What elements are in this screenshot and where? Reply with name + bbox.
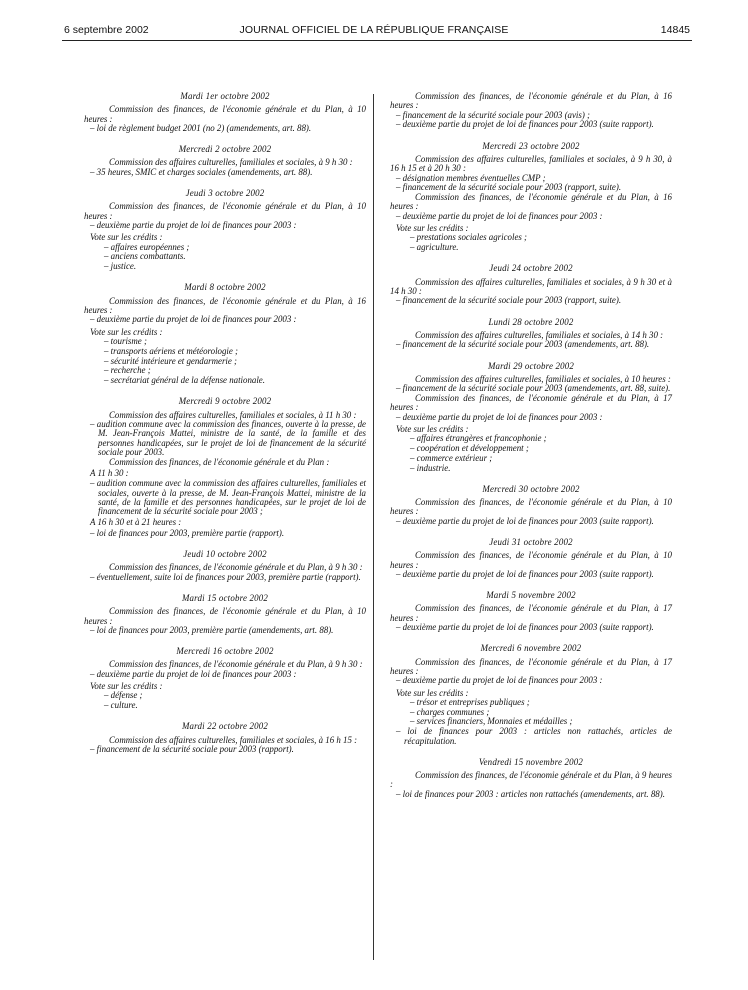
credit-item: – recherche ; [104, 365, 151, 376]
commission-line: Commission des affaires culturelles, familiales et sociales, à 14 h 30 : [415, 329, 664, 340]
credit-item: – culture. [104, 700, 138, 711]
day-heading: Mercredi 30 octobre 2002 [482, 483, 580, 494]
agenda-item: – deuxième partie du projet de loi de finances pour 2003 (suite rapport). [396, 622, 654, 633]
credit-item: – services financiers, Monnaies et médailles ; [410, 716, 573, 727]
header-rule [62, 40, 692, 41]
agenda-day [390, 142, 672, 253]
page-header [54, 22, 694, 38]
agenda-item: – 35 heures, SMIC et charges sociales (amendements, art. 88). [90, 166, 313, 177]
agenda-day [390, 264, 672, 305]
agenda-item: – loi de finances pour 2003, première partie (amendements, art. 88). [90, 624, 334, 635]
agenda-item: – deuxième partie du projet de loi de finances pour 2003 (suite rapport). [396, 568, 654, 579]
credit-item: – commerce extérieur ; [410, 452, 493, 463]
commission-line: Commission des finances, de l'économie générale et du Plan : [109, 456, 330, 467]
credit-item: – défense ; [104, 690, 143, 701]
day-heading: Mercredi 2 octobre 2002 [178, 144, 272, 155]
commission-line: Commission des finances, de l'économie générale et du Plan, à 17 heures : [390, 392, 672, 413]
agenda-day [390, 591, 672, 632]
agenda-day [390, 318, 672, 350]
agenda-item: – loi de finances pour 2003 : articles non rattachés, articles de récapitulation. [396, 726, 672, 746]
time-label: A 11 h 30 : [90, 468, 129, 478]
agenda-day [390, 538, 672, 579]
credit-item: – affaires européennes ; [104, 241, 190, 252]
header-page-number: 14845 [660, 24, 690, 36]
credit-item: – secrétariat général de la défense nationale. [104, 375, 265, 386]
agenda-item: – financement de la sécurité sociale pour 2003 (rapport, suite). [396, 182, 622, 193]
agenda-item: – financement de la sécurité sociale pour 2003 (amendements, art. 88). [396, 339, 650, 350]
commission-line: Commission des finances, de l'économie générale et du Plan, à 16 heures : [390, 192, 672, 212]
column-divider [373, 94, 374, 960]
vote-label: Vote sur les crédits : [90, 232, 163, 243]
commission-line: Commission des finances, de l'économie générale et du Plan, à 17 heures : [390, 656, 672, 676]
day-heading: Mardi 15 octobre 2002 [181, 592, 269, 603]
day-heading: Jeudi 24 octobre 2002 [489, 263, 573, 274]
commission-line: Commission des finances, de l'économie générale et du Plan, à 10 heures : [84, 201, 366, 221]
agenda-day [84, 722, 366, 754]
commission-line: Commission des finances, de l'économie générale et du Plan, à 10 heures : [84, 104, 366, 124]
agenda-item: – loi de finances pour 2003 : articles non rattachés (amendements, art. 88). [396, 788, 665, 799]
commission-line: Commission des finances, de l'économie générale et du Plan, à 10 heures : [84, 606, 366, 626]
agenda-item: – deuxième partie du projet de loi de finances pour 2003 : [396, 675, 603, 686]
commission-line: Commission des finances, de l'économie générale et du Plan, à 9 heures : [390, 770, 672, 790]
agenda-day [390, 485, 672, 526]
agenda-day [84, 397, 366, 538]
vote-label: Vote sur les crédits : [90, 326, 163, 337]
credit-item: – affaires étrangères et francophonie ; [410, 433, 547, 444]
day-heading: Mardi 1er octobre 2002 [180, 91, 270, 101]
commission-line: Commission des finances, de l'économie générale et du Plan, à 10 heures : [390, 550, 672, 570]
credit-item: – sécurité intérieure et gendarmerie ; [104, 355, 238, 366]
day-heading: Lundi 28 octobre 2002 [488, 316, 574, 327]
vote-label: Vote sur les crédits : [396, 687, 469, 698]
day-heading: Mardi 8 octobre 2002 [184, 282, 266, 293]
agenda-day [84, 283, 366, 385]
agenda-day [84, 92, 366, 133]
credit-item: – tourisme ; [104, 335, 147, 346]
right-column [390, 92, 672, 800]
header-title: JOURNAL OFFICIEL DE LA RÉPUBLIQUE FRANÇAISE [239, 24, 509, 36]
agenda-item: – deuxième partie du projet de loi de finances pour 2003 : [90, 314, 297, 325]
left-column [84, 92, 366, 755]
agenda-item: – deuxième partie du projet de loi de finances pour 2003 : [396, 411, 603, 422]
day-heading: Jeudi 10 octobre 2002 [183, 549, 267, 560]
agenda-item: – financement de la sécurité sociale pour 2003 (rapport, suite). [396, 295, 622, 306]
commission-line: Commission des finances, de l'économie générale et du Plan, à 9 h 30 : [109, 562, 363, 573]
agenda-day [390, 362, 672, 473]
agenda-item: – financement de la sécurité sociale pour 2003 (amendements, art. 88, suite). [396, 383, 671, 394]
commission-line: Commission des finances, de l'économie générale et du Plan, à 10 heures : [390, 497, 672, 517]
commission-line: Commission des finances, de l'économie générale et du Plan, à 9 h 30 : [109, 659, 363, 670]
agenda-day [84, 145, 366, 177]
agenda-item: – éventuellement, suite loi de finances pour 2003, première partie (rapport). [90, 571, 361, 582]
credit-item: – trésor et entreprises publiques ; [410, 696, 530, 707]
commission-line: Commission des affaires culturelles, familiales et sociales, à 10 heures : [415, 373, 671, 384]
agenda-item: – deuxième partie du projet de loi de finances pour 2003 : [90, 668, 297, 679]
agenda-day [390, 758, 672, 799]
agenda-item: – deuxième partie du projet de loi de finances pour 2003 (suite rapport). [396, 515, 654, 526]
day-heading: Mardi 5 novembre 2002 [486, 590, 576, 601]
agenda-item: – désignation membres éventuelles CMP ; [396, 172, 546, 183]
commission-line: Commission des affaires culturelles, familiales et sociales, à 9 h 30, à 16 h 15 et à 20 h 30 : [390, 153, 672, 174]
agenda-day [84, 647, 366, 710]
day-heading: Mercredi 9 octobre 2002 [178, 396, 272, 407]
agenda-item: – audition commune avec la commission des finances, ouverte à la presse, de M. Jean-François Mattei, ministre de la santé, de la famille et des personnes handicapées, sur le projet de loi de financement de la sécurité sociale pour 2003. [90, 419, 366, 457]
agenda-day [84, 550, 366, 582]
day-heading: Vendredi 15 novembre 2002 [478, 756, 584, 767]
day-heading: Mardi 29 octobre 2002 [487, 360, 575, 371]
day-heading: Mercredi 6 novembre 2002 [480, 643, 582, 654]
commission-line: Commission des finances, de l'économie générale et du Plan, à 16 heures : [390, 91, 672, 111]
agenda-day [390, 92, 672, 130]
header-date: 6 septembre 2002 [64, 24, 149, 36]
time-label: A 16 h 30 et à 21 heures : [90, 517, 182, 528]
commission-line: Commission des finances, de l'économie générale et du Plan, à 16 heures : [84, 295, 366, 316]
credit-item: – charges communes ; [410, 706, 490, 717]
vote-label: Vote sur les crédits : [396, 423, 469, 434]
vote-label: Vote sur les crédits : [90, 681, 163, 692]
day-heading: Jeudi 3 octobre 2002 [185, 188, 265, 199]
credit-item: – anciens combattants. [104, 251, 186, 262]
agenda-item: – audition commune avec la commission des affaires culturelles, familiales et sociales, ouverte à la presse, de M. Jean-François Mattei, ministre de la santé, de la famille et des personnes handicapées, sur le projet de loi de financement de la sécurité sociale pour 2003 ; [90, 478, 366, 517]
credit-item: – agriculture. [410, 242, 459, 253]
day-heading: Jeudi 31 octobre 2002 [489, 536, 573, 547]
commission-line: Commission des finances, de l'économie générale et du Plan, à 17 heures : [390, 603, 672, 623]
credit-item: – justice. [104, 261, 137, 272]
agenda-item: – deuxième partie du projet de loi de finances pour 2003 : [90, 219, 297, 230]
commission-line: Commission des affaires culturelles, familiales et sociales, à 11 h 30 : [109, 409, 357, 420]
agenda-day [84, 189, 366, 271]
agenda-item: – loi de règlement budget 2001 (no 2) (amendements, art. 88). [90, 122, 312, 133]
commission-line: Commission des affaires culturelles, familiales et sociales, à 16 h 15 : [109, 734, 358, 745]
day-heading: Mardi 22 octobre 2002 [181, 721, 269, 732]
day-heading: Mercredi 16 octobre 2002 [176, 646, 274, 657]
vote-label: Vote sur les crédits : [396, 223, 469, 234]
credit-item: – industrie. [410, 462, 451, 473]
agenda-item: – financement de la sécurité sociale pour 2003 (rapport). [90, 744, 294, 755]
agenda-item: – deuxième partie du projet de loi de finances pour 2003 (suite rapport). [396, 119, 654, 130]
agenda-item: – financement de la sécurité sociale pour 2003 (avis) ; [396, 109, 590, 120]
credit-item: – prestations sociales agricoles ; [410, 232, 528, 243]
agenda-day [84, 594, 366, 635]
credit-item: – transports aériens et météorologie ; [104, 345, 239, 356]
commission-line: Commission des affaires culturelles, familiales et sociales, à 9 h 30 : [109, 157, 353, 168]
credit-item: – coopération et développement ; [410, 442, 529, 453]
agenda-day [390, 644, 672, 745]
commission-line: Commission des affaires culturelles, familiales et sociales, à 9 h 30 et à 14 h 30 : [390, 276, 672, 297]
agenda-item: – deuxième partie du projet de loi de finances pour 2003 : [396, 210, 603, 221]
day-heading: Mercredi 23 octobre 2002 [482, 140, 580, 151]
agenda-item: – loi de finances pour 2003, première partie (rapport). [90, 527, 285, 538]
